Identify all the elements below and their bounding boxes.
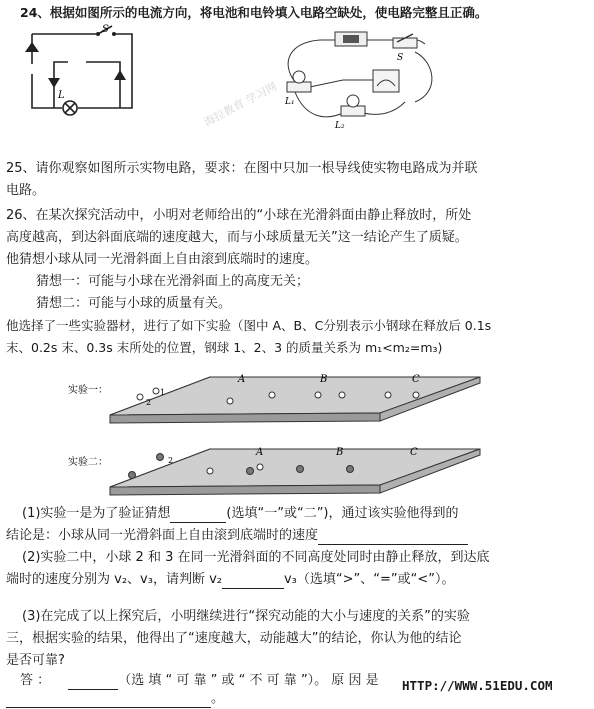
- lamp-label: L: [58, 90, 65, 101]
- exp1-ball1-label: 1: [160, 388, 166, 397]
- watermark: 海拉教育 学习网: [201, 79, 280, 130]
- experiment-diagrams: [60, 365, 520, 505]
- exp2-point-a: A: [256, 447, 264, 458]
- q26-sub3-line3: 是否可靠?: [6, 653, 65, 668]
- photo-label-s: S: [397, 53, 404, 63]
- exp1-point-a: A: [238, 374, 246, 385]
- q26-line3: 他猜想小球从同一光滑斜面上自由滚到底端时的速度。: [6, 252, 319, 267]
- answer-blank1[interactable]: [68, 675, 118, 690]
- answer-label: 答 ：: [20, 673, 51, 688]
- sub1-text-b: (选填“一”或“二”)，通过该实验他得到的: [226, 506, 459, 521]
- bulb-l1-icon: [293, 71, 305, 83]
- photo-label-l2: L₂: [335, 121, 345, 131]
- q26-sub1-line2: [6, 527, 468, 545]
- q24-text: 24、根据如图所示的电流方向，将电池和电铃填入电路空缺处，使电路完整且正确。: [20, 5, 488, 20]
- q26-sub3-line2: 三，根据实验的结果，他得出了“速度越大，动能越大”的结论，你认为他的结论: [6, 631, 462, 646]
- exp1-label: 实验一：: [68, 385, 108, 396]
- q26-line4: 他选择了一些实验器材，进行了如下实验（图中 A、B、C分别表示小钢球在释放后 0.1s: [6, 318, 492, 333]
- q26-sub2-line1: (2)实验二中，小球 2 和 3 在同一光滑斜面的不同高度处同时由静止释放，到达底: [22, 550, 490, 565]
- exp2-point-b: B: [336, 447, 344, 458]
- sub2-text-b: v₃（选填“>”、“=”或“<”）。: [283, 572, 455, 587]
- answer-blank2[interactable]: [6, 693, 211, 708]
- q25-line1: 25、请你观察如图所示实物电路，要求：在图中只加一根导线使实物电路成为并联: [6, 161, 478, 176]
- q26-sub1-line1: [22, 505, 459, 523]
- answer-hint: （选 填 “ 可 靠 ” 或 “ 不 可 靠 ”）。 原 因 是: [118, 673, 379, 688]
- q26-sub3-line1: (3)在完成了以上探究后，小明继续进行“探究动能的大小与速度的关系”的实验: [22, 609, 470, 624]
- exp1-point-b: B: [320, 374, 328, 385]
- exp1-ball2-label: 2: [146, 398, 152, 407]
- answer-end: 。: [211, 691, 225, 706]
- knife-switch-icon: [393, 38, 417, 48]
- exp2-ramp: [110, 449, 480, 495]
- arrow-up-icon-2: [114, 70, 126, 80]
- q24-real-circuit-photo: [265, 22, 445, 134]
- photo-label-l1: L₁: [285, 97, 295, 107]
- q26-guess2: 猜想二：可能与小球的质量有关。: [36, 296, 232, 311]
- sub1-text-a: (1)实验一是为了验证猜想: [22, 506, 171, 521]
- sub1-text-c: 结论是：小球从同一光滑斜面上自由滚到底端时的速度: [6, 528, 319, 543]
- exp1-ramp: [110, 377, 480, 423]
- switch-label: S: [102, 24, 109, 35]
- exp2-ball2-label: 2: [168, 456, 174, 465]
- exp1-point-c: C: [412, 374, 420, 385]
- footer-url: HTTP://WWW.51EDU.COM: [402, 678, 553, 693]
- sub1-blank1[interactable]: [170, 508, 226, 523]
- q26-line5: 末、0.2s 末、0.3s 末所处的位置，钢球 1、2、3 的质量关系为 m₁<m₂=m₃): [6, 340, 443, 355]
- q26-answer-line: [20, 672, 379, 690]
- sub2-blank[interactable]: [222, 574, 284, 589]
- exp2-label: 实验二：: [68, 457, 108, 468]
- q26-line2: 高度越高，到达斜面底端的速度越大，而与小球质量无关”这一结论产生了质疑。: [6, 230, 468, 245]
- q24-circuit-diagram: [20, 22, 150, 122]
- exp2-point-c: C: [410, 447, 418, 458]
- arrow-down-icon: [48, 78, 60, 88]
- q26-answer-reason-line: [6, 690, 224, 708]
- arrow-up-icon: [25, 42, 39, 52]
- bulb-l2-icon: [347, 95, 359, 107]
- sub2-text-a: 端时的速度分别为 v₂、v₃，请判断 v₂: [6, 572, 222, 587]
- sub1-blank2[interactable]: [318, 530, 468, 545]
- meter-icon: [373, 70, 399, 92]
- q26-guess1: 猜想一：可能与小球在光滑斜面上的高度无关；: [36, 274, 310, 289]
- q26-sub2-line2: [6, 571, 454, 589]
- q26-line1: 26、在某次探究活动中，小明对老师给出的“小球在光滑斜面由静止释放时，所处: [6, 208, 472, 223]
- q25-line2: 电路。: [6, 183, 46, 198]
